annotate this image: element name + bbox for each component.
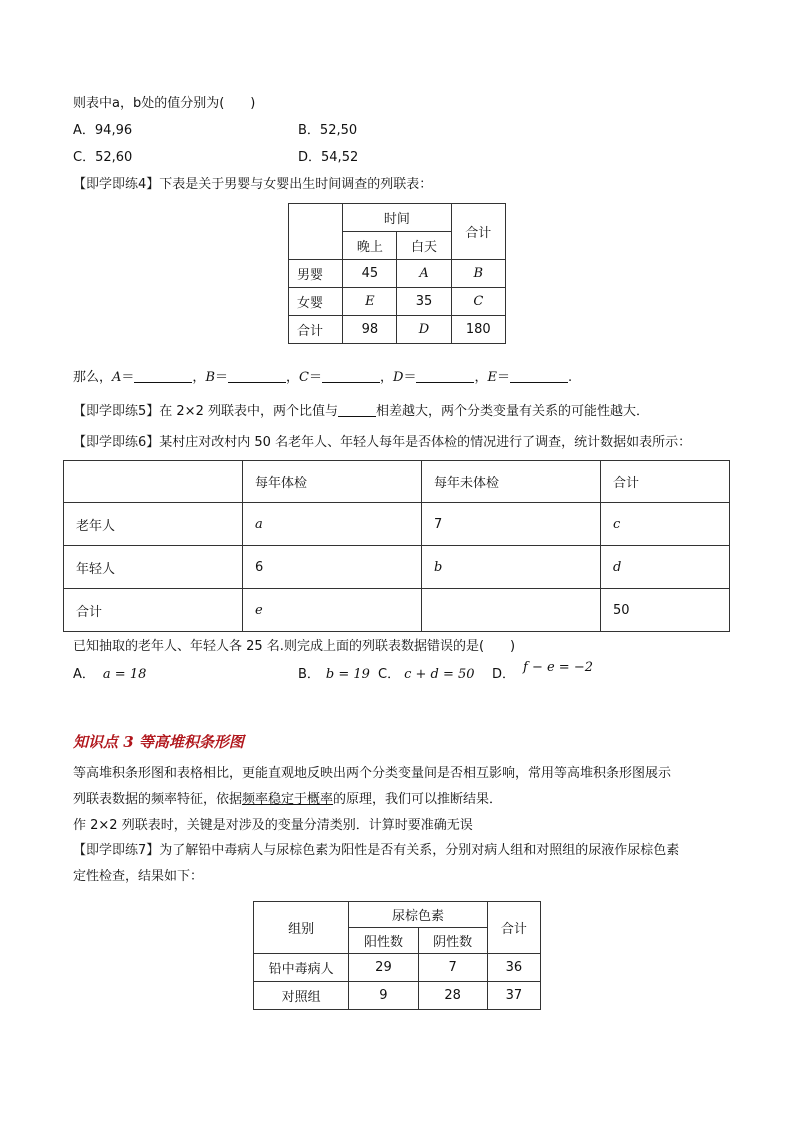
option-label: C． [378, 667, 401, 682]
option-expr: c + d = 50 [404, 667, 475, 682]
option-expr: f − e = −2 [523, 660, 593, 675]
exercise-7-prompt-cont [73, 868, 203, 886]
row-label: 对照组 [254, 982, 349, 1010]
header-time: 时间 [343, 204, 451, 232]
exercise-tag: 【即学即练7】 [73, 843, 160, 858]
option-b [298, 666, 370, 684]
fill-var: A [112, 370, 122, 385]
table-corner-cell [289, 204, 343, 260]
table-row [254, 954, 541, 982]
exercise-tag: 【即学即练5】 [73, 404, 160, 419]
table-row [289, 288, 506, 316]
question-stem [73, 95, 255, 113]
option-label: B． [298, 667, 320, 682]
option-b [298, 122, 357, 140]
fill-sep: . [568, 370, 573, 385]
table-cell: 7 [422, 503, 601, 546]
fill-var: D [393, 370, 404, 385]
row-label: 老年人 [64, 503, 243, 546]
header-cell: 每年未体检 [422, 461, 601, 503]
header-night: 晚上 [343, 232, 397, 260]
option-label: D． [492, 667, 516, 682]
row-label: 年轻人 [64, 546, 243, 589]
header-group: 组别 [254, 902, 349, 954]
header-total: 合计 [451, 204, 505, 260]
exercise-text: 在 2×2 列联表中，两个比值与 [159, 404, 338, 419]
option-d [492, 660, 593, 684]
option-label: C． [73, 150, 96, 165]
exercise-text: 下表是关于男婴与女婴出生时间调查的列联表： [159, 177, 433, 192]
fill-eq: ＝ [215, 370, 229, 385]
fill-var: B [205, 370, 215, 385]
fill-prefix: 那么， [73, 370, 113, 385]
fill-eq: ＝ [308, 370, 322, 385]
answer-blank[interactable] [228, 368, 286, 383]
cell-day: 35 [397, 288, 451, 316]
header-negative: 阴性数 [418, 928, 487, 954]
exercise-5-prompt [73, 402, 649, 421]
section-title: 知识点 3 等高堆积条形图 [73, 733, 244, 751]
table-cell: 50 [601, 589, 730, 632]
cell-positive: 9 [349, 982, 418, 1010]
exercise-7-prompt [73, 842, 679, 860]
cell-total: 37 [487, 982, 540, 1010]
header-cell: 合计 [601, 461, 730, 503]
table-row [64, 503, 730, 546]
exercise-6-prompt [73, 434, 691, 452]
cell-total: 36 [487, 954, 540, 982]
exercise-text: 某村庄对改村内 50 名老年人、年轻人每年是否体检的情况进行了调查，统计数据如表所示： [159, 435, 692, 450]
option-label: D． [298, 150, 322, 165]
option-expr: b = 19 [325, 667, 370, 682]
row-label: 男婴 [289, 260, 343, 288]
option-text: 94,96 [94, 123, 133, 138]
option-c [73, 149, 132, 167]
table-row [289, 316, 506, 344]
question-stem-text: 则表中a，b处的值分别为( ) [73, 96, 256, 111]
header-cell [64, 461, 243, 503]
fill-var: E [487, 370, 497, 385]
paragraph-text: 列联表数据的频率特征，依据 [73, 792, 243, 807]
exercise-text: 相差越大，两个分类变量有关系的可能性越大． [375, 404, 649, 419]
answer-blank[interactable] [338, 402, 376, 417]
fill-sep: ， [474, 370, 488, 385]
table-cell: c [601, 503, 730, 546]
option-a [73, 122, 132, 140]
table-cell: b [422, 546, 601, 589]
exercise-tag: 【即学即练6】 [73, 435, 160, 450]
cell-day: A [397, 260, 451, 288]
paragraph-line [73, 817, 473, 835]
option-d [298, 149, 358, 167]
cell-night: 45 [343, 260, 397, 288]
fill-eq: ＝ [403, 370, 417, 385]
table-cell: a [243, 503, 422, 546]
option-text: 52,50 [319, 123, 358, 138]
header-pigment: 尿棕色素 [349, 902, 487, 928]
header-day: 白天 [397, 232, 451, 260]
fill-eq: ＝ [496, 370, 510, 385]
cell-day: D [397, 316, 451, 344]
option-label: B． [298, 123, 320, 138]
row-label: 合计 [64, 589, 243, 632]
answer-blank[interactable] [510, 368, 568, 383]
paragraph-text: 作 2×2 列联表时，关键是对涉及的变量分清类别．计算时要准确无误 [73, 818, 473, 833]
fill-in-blanks [73, 368, 572, 387]
answer-blank[interactable] [134, 368, 192, 383]
exercise-text: 定性检查，结果如下： [73, 869, 204, 884]
checkup-table [63, 460, 730, 632]
cell-night: E [343, 288, 397, 316]
table-row [64, 546, 730, 589]
fill-sep: ， [380, 370, 394, 385]
paragraph-text: 的原理，我们可以推断结果． [333, 792, 503, 807]
header-positive: 阳性数 [349, 928, 418, 954]
cell-night: 98 [343, 316, 397, 344]
fill-sep: ， [286, 370, 300, 385]
cell-negative: 28 [418, 982, 487, 1010]
cell-negative: 7 [418, 954, 487, 982]
answer-blank[interactable] [416, 368, 474, 383]
header-total: 合计 [487, 902, 540, 954]
table-cell: d [601, 546, 730, 589]
fill-var: C [299, 370, 309, 385]
option-text: 54,52 [321, 150, 359, 165]
option-expr: a = 18 [102, 667, 147, 682]
exercise-4-prompt [73, 176, 432, 194]
cell-total: C [451, 288, 505, 316]
option-label: A． [73, 667, 95, 682]
table-cell: 6 [243, 546, 422, 589]
table-row [289, 260, 506, 288]
table-row [254, 982, 541, 1010]
paragraph-text: 等高堆积条形图和表格相比，更能直观地反映出两个分类变量间是否相互影响，常用等高堆积条形图展示 [73, 766, 672, 781]
fill-eq: ＝ [121, 370, 135, 385]
fill-sep: ， [192, 370, 206, 385]
paragraph-line [73, 791, 502, 809]
option-c [378, 666, 475, 684]
question-text: 已知抽取的老年人、年轻人各 25 名.则完成上面的列联表数据错误的是( ) [73, 639, 516, 654]
header-cell: 每年体检 [243, 461, 422, 503]
lead-poisoning-table [253, 901, 541, 1010]
row-label: 铅中毒病人 [254, 954, 349, 982]
table-row [64, 589, 730, 632]
exercise-6-question [73, 638, 515, 656]
cell-positive: 29 [349, 954, 418, 982]
row-label: 女婴 [289, 288, 343, 316]
option-text: 52,60 [95, 150, 133, 165]
underlined-text: 频率稳定于概率 [242, 792, 334, 807]
cell-total: B [451, 260, 505, 288]
cell-total: 180 [451, 316, 505, 344]
exercise-tag: 【即学即练4】 [73, 177, 160, 192]
table-cell [422, 589, 601, 632]
table-cell: e [243, 589, 422, 632]
birth-time-table [288, 203, 506, 344]
option-label: A． [73, 123, 95, 138]
paragraph-line [73, 765, 671, 783]
exercise-text: 为了解铅中毒病人与尿棕色素为阳性是否有关系，分别对病人组和对照组的尿液作尿棕色素 [159, 843, 680, 858]
answer-blank[interactable] [322, 368, 380, 383]
option-a [73, 666, 146, 684]
row-label: 合计 [289, 316, 343, 344]
table-header-row [64, 461, 730, 503]
